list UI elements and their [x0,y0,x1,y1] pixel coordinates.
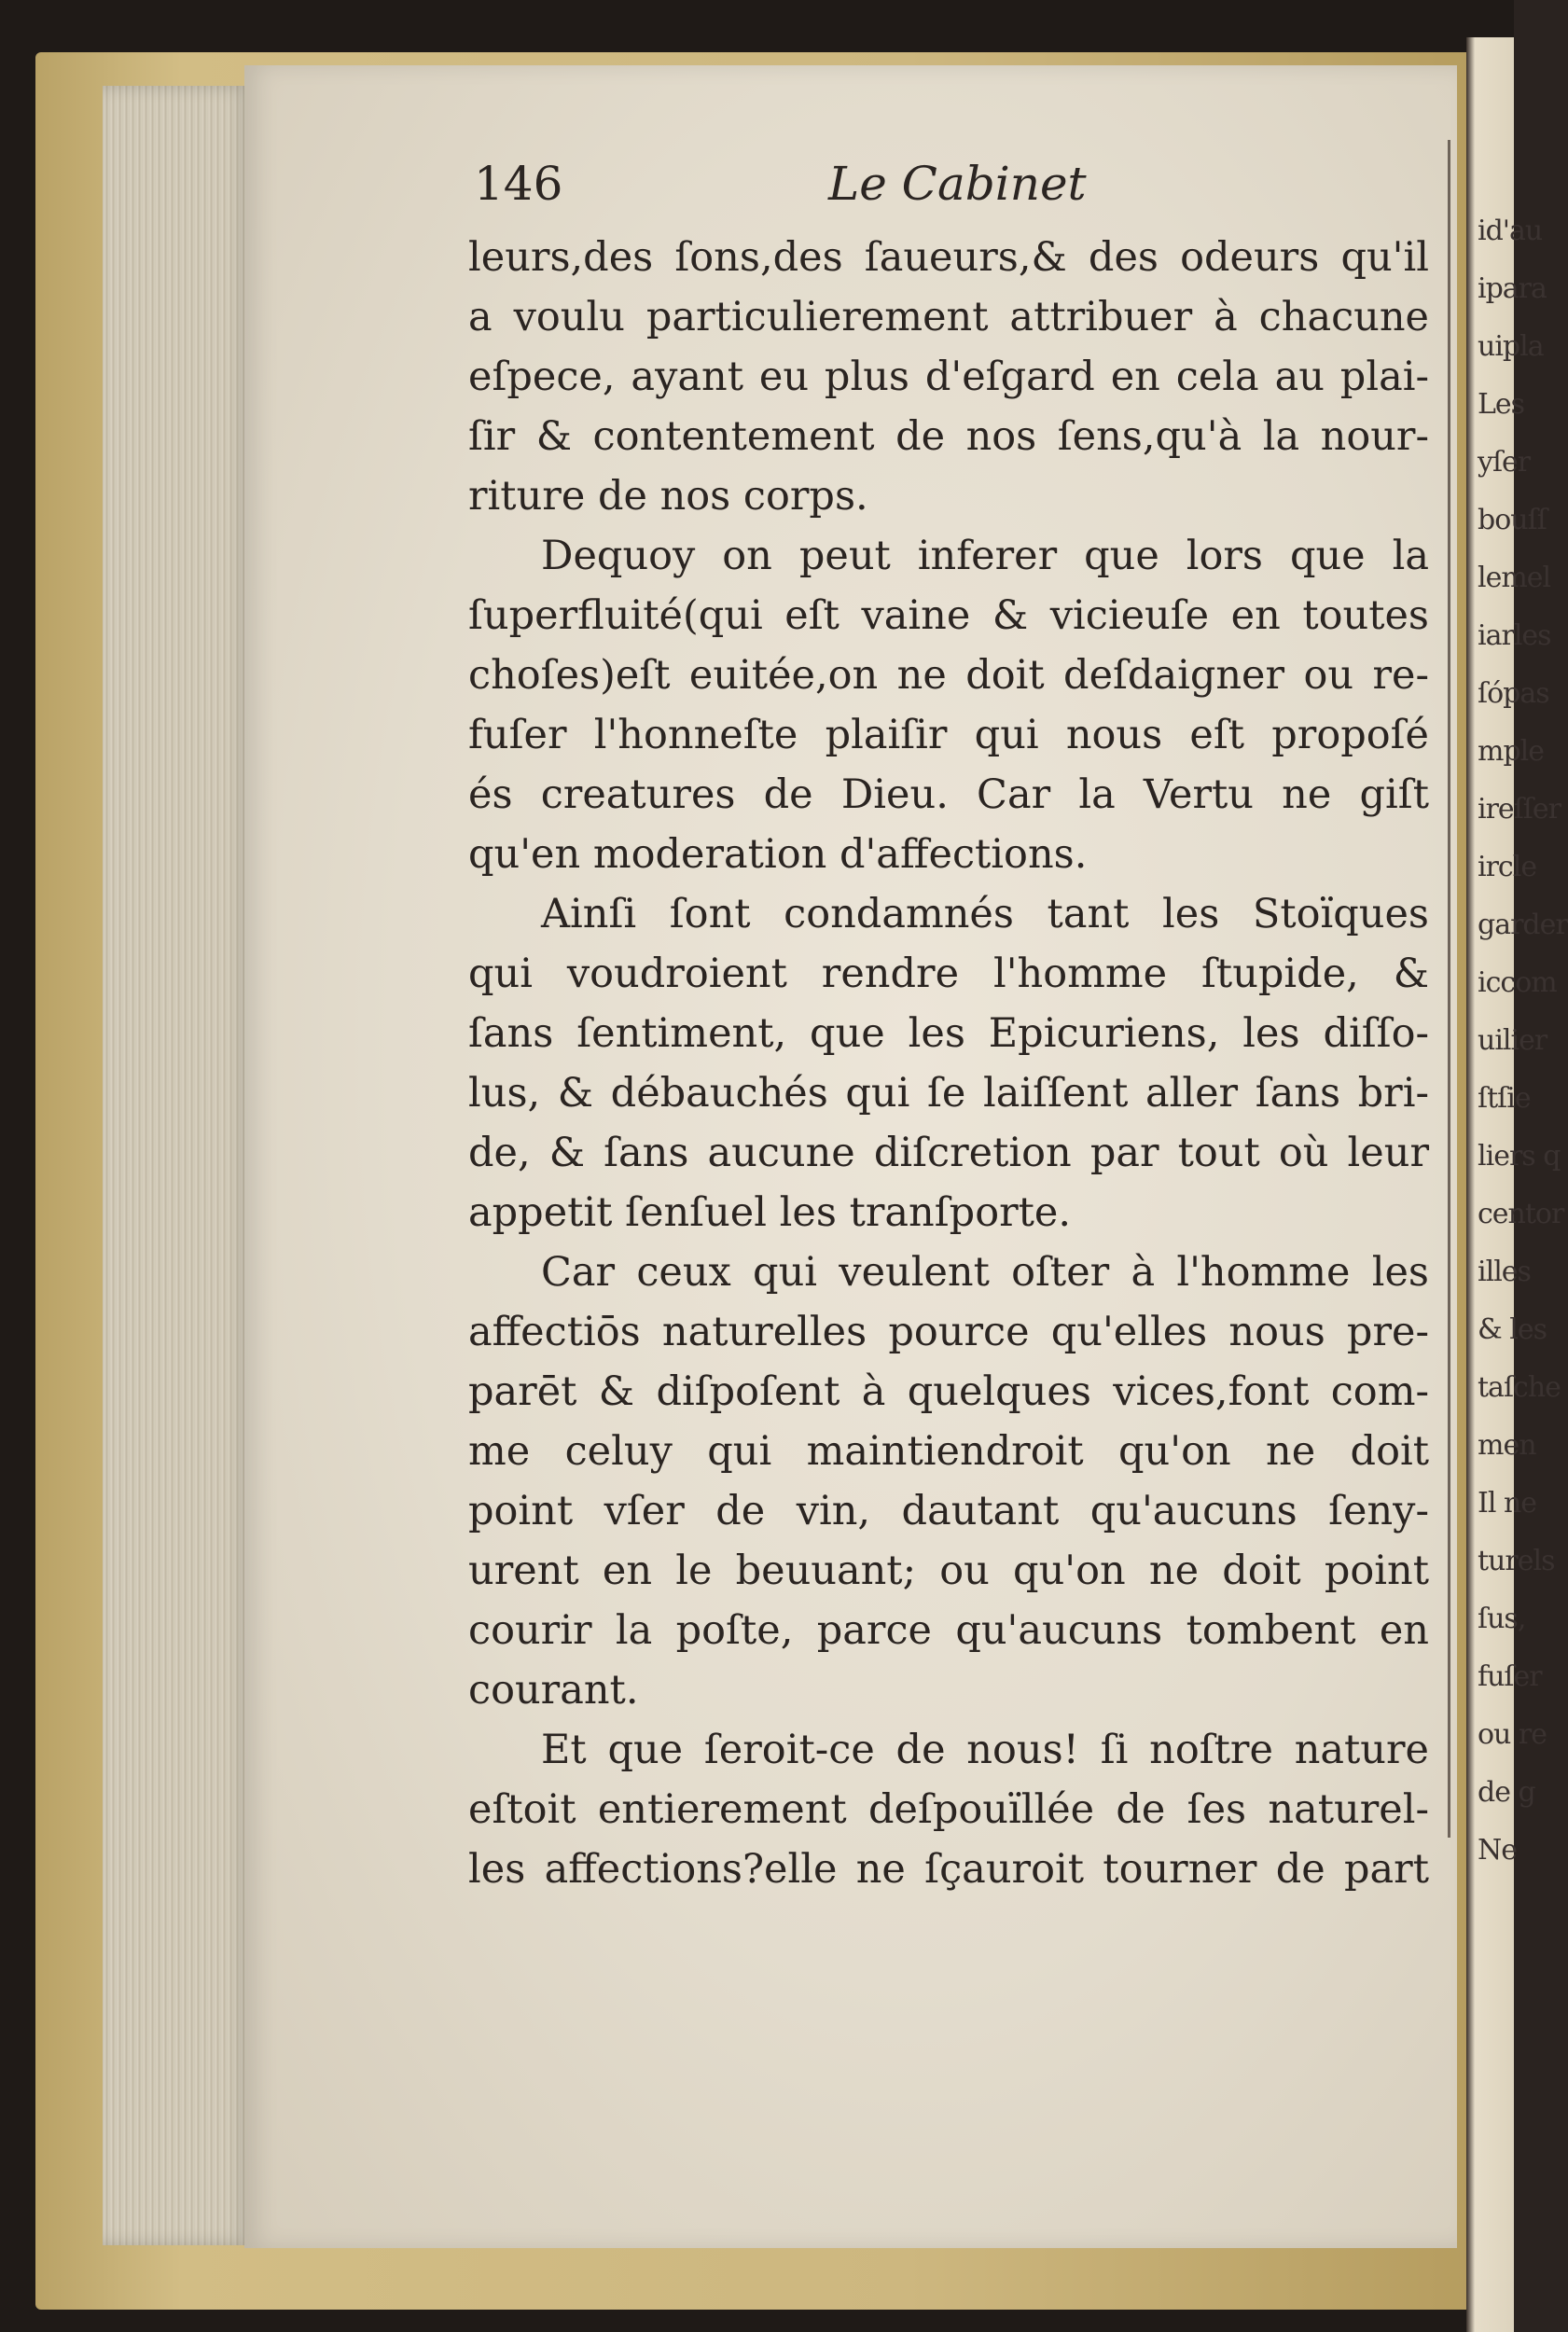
facing-fragment: ſtſie [1478,1082,1531,1115]
binding-thread [1448,140,1450,1838]
facing-page-edge [1466,37,1568,2332]
facing-fragment: ipara [1478,272,1547,305]
text-line: parēt & diſpoſent à quelques vices,font com- [468,1368,1429,1415]
text-line: riture de nos corps. [468,473,868,520]
facing-fragment: uilier [1478,1024,1547,1057]
facing-fragment: iccom [1478,966,1557,999]
facing-fragment: Les [1478,388,1525,421]
text-line: choſes)eſt euitée,on ne doit deſdaigner ou re- [468,652,1429,699]
text-line: urent en le beuuant; ou qu'on ne doit point [468,1548,1429,1594]
page-number: 146 [474,157,563,211]
text-line: courir la poſte, parce qu'aucuns tombent en [468,1607,1429,1654]
facing-fragment: Ne [1478,1834,1518,1867]
facing-fragment: illes [1478,1256,1531,1288]
text-line: ſans ſentiment, que les Epicuriens, les diſſo- [468,1010,1429,1057]
facing-fragment: bouſſ [1478,504,1547,536]
text-line: leurs,des ſons,des ſaueurs,& des odeurs qu'il [468,234,1429,281]
text-line: me celuy qui maintiendroit qu'on ne doit [468,1428,1429,1475]
running-head [474,157,1453,222]
text-line: a voulu particulierement attribuer à chacune [468,294,1429,340]
text-line: de, & ſans aucune diſcretion par tout où leur [468,1130,1429,1176]
text-line: qu'en moderation d'affections. [468,831,1088,878]
text-line: ſuperfluité(qui eſt vaine & vicieuſe en toutes [468,592,1429,639]
text-line: courant. [468,1667,639,1714]
facing-fragment: ircle [1478,851,1537,883]
text-line: eſpece, ayant eu plus d'eſgard en cela au plai- [468,354,1429,400]
facing-fragment: ireſſer [1478,793,1561,826]
text-line: qui voudroient rendre l'homme ſtupide, & [468,951,1429,997]
text-line: appetit ſenſuel les tranſporte. [468,1189,1072,1236]
facing-fragment: iarles [1478,619,1551,652]
text-line: point vſer de vin, dautant qu'aucuns ſeny- [468,1488,1429,1534]
text-line: Ainſi ſont condamnés tant les Stoïques [541,891,1429,937]
facing-fragment: & les [1478,1313,1547,1346]
facing-fragment: Il ne [1478,1487,1537,1520]
text-line: Dequoy on peut inferer que lors que la [541,533,1429,579]
facing-fragment: de g [1478,1776,1535,1809]
text-line: ſir & contentement de nos ſens,qu'à la nour- [468,413,1429,460]
running-title: Le Cabinet [828,157,1087,211]
text-line: lus, & débauchés qui ſe laiſſent aller ſans bri- [468,1070,1429,1117]
text-line: Et que ſeroit-ce de nous! ſi noſtre nature [541,1727,1429,1773]
facing-fragment: centor [1478,1198,1564,1230]
facing-fragment: yſer [1478,446,1531,479]
facing-fragment: fuſer [1478,1660,1542,1693]
facing-fragment: lemel [1478,562,1551,594]
text-line: Car ceux qui veulent oſter à l'homme les [541,1249,1429,1296]
text-line: és creatures de Dieu. Car la Vertu ne giſt [468,771,1429,818]
facing-fragment: liers q [1478,1140,1561,1173]
text-line: les affections?elle ne ſçauroit tourner de part [468,1846,1429,1893]
facing-fragment: ſus, [1478,1603,1526,1635]
facing-fragment: ou re [1478,1718,1547,1751]
facing-fragment: id'au [1478,215,1543,247]
facing-fragment: turels [1478,1545,1555,1577]
page-edges [103,86,252,2245]
text-line: affectiōs naturelles pource qu'elles nous pre- [468,1309,1429,1355]
facing-fragment: men [1478,1429,1536,1462]
facing-fragment: ſópas [1478,677,1549,710]
facing-fragment: garder [1478,909,1568,941]
body-text [468,228,1429,1899]
facing-fragment: uipla [1478,330,1544,363]
text-line: eſtoit entierement deſpouïllée de ſes naturel- [468,1786,1429,1833]
text-line: fuſer l'honneſte plaiſir qui nous eſt propoſé [468,712,1429,758]
facing-fragment: taſche [1478,1371,1561,1404]
facing-fragment: mple [1478,735,1544,768]
